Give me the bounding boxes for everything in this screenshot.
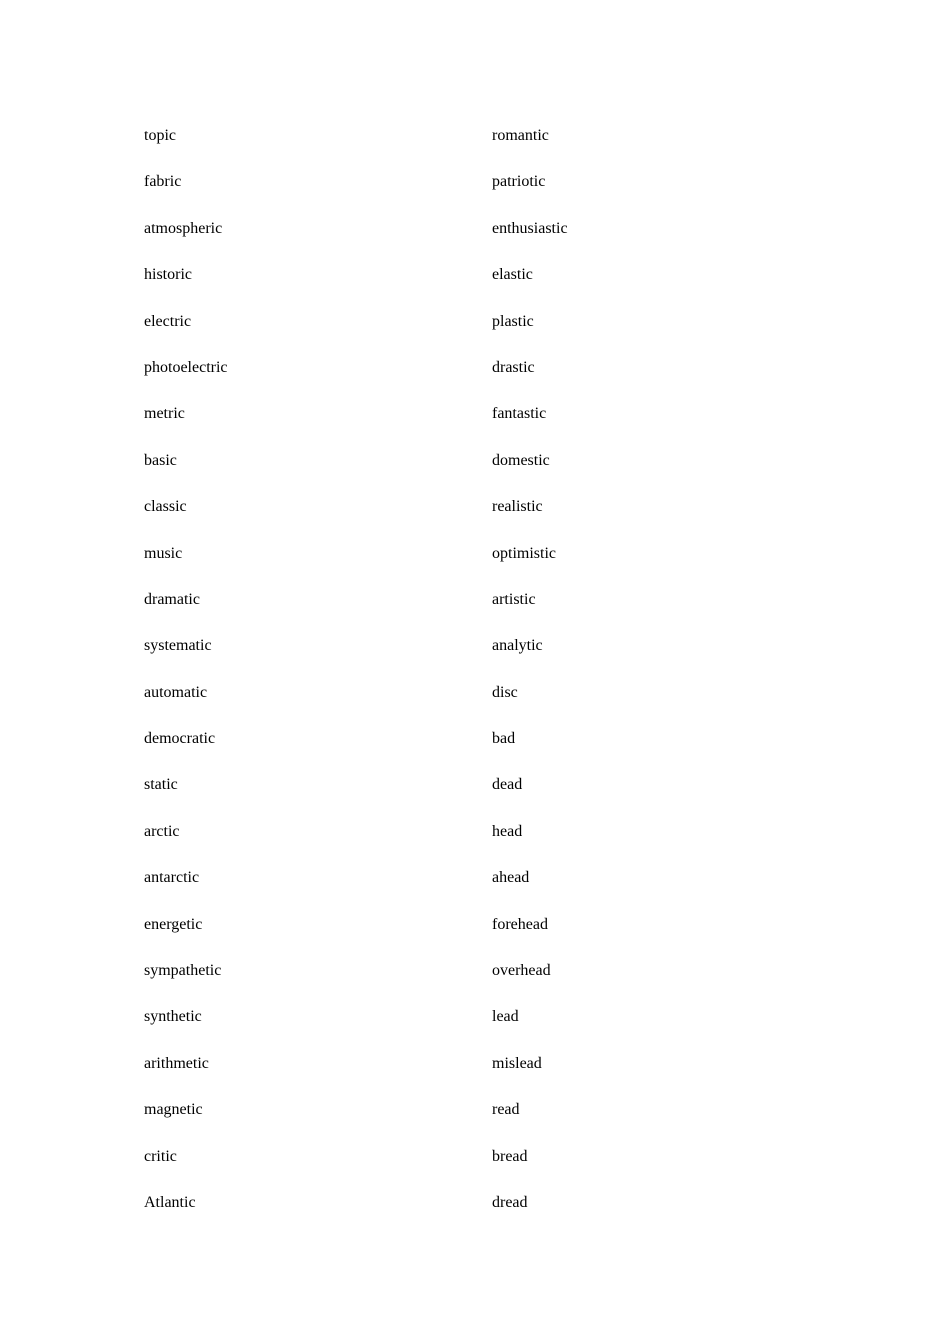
- word-left: classic: [144, 498, 187, 516]
- word-right: drastic: [492, 358, 535, 376]
- table-row: [144, 542, 792, 588]
- table-row: [144, 1145, 792, 1191]
- word-right: analytic: [492, 637, 543, 655]
- word-left: fabric: [144, 173, 182, 191]
- word-left: sympathetic: [144, 962, 222, 980]
- table-row: [144, 402, 792, 448]
- table-row: [144, 1098, 792, 1144]
- word-right: optimistic: [492, 544, 556, 562]
- table-row: [144, 1052, 792, 1098]
- table-row: [144, 1005, 792, 1051]
- word-left: magnetic: [144, 1101, 203, 1119]
- word-right: dread: [492, 1193, 528, 1211]
- word-right: elastic: [492, 266, 533, 284]
- word-left: metric: [144, 405, 185, 423]
- word-left: historic: [144, 266, 192, 284]
- word-right: enthusiastic: [492, 219, 568, 237]
- word-right: head: [492, 822, 523, 840]
- word-right: dead: [492, 776, 523, 794]
- table-row: [144, 820, 792, 866]
- word-right: realistic: [492, 498, 543, 516]
- table-row: [144, 170, 792, 216]
- table-row: [144, 727, 792, 773]
- word-right: read: [492, 1101, 520, 1119]
- word-right: ahead: [492, 869, 530, 887]
- word-left: dramatic: [144, 590, 200, 608]
- table-row: [144, 634, 792, 680]
- word-left: atmospheric: [144, 219, 223, 237]
- word-right: romantic: [492, 127, 549, 144]
- table-row: [144, 588, 792, 634]
- word-left: basic: [144, 451, 177, 469]
- word-right: forehead: [492, 915, 548, 933]
- table-row: [144, 310, 792, 356]
- word-right: fantastic: [492, 405, 547, 423]
- word-right: overhead: [492, 962, 551, 980]
- table-row: [144, 449, 792, 495]
- table-row: [144, 124, 792, 170]
- table-row: [144, 1191, 792, 1237]
- word-left: antarctic: [144, 869, 200, 887]
- word-right: domestic: [492, 451, 550, 469]
- table-row: [144, 773, 792, 819]
- table-row: [144, 681, 792, 727]
- table-row: [144, 959, 792, 1005]
- table-row: [144, 495, 792, 541]
- word-left: music: [144, 544, 183, 562]
- word-right: lead: [492, 1008, 519, 1026]
- word-left: Atlantic: [144, 1193, 196, 1211]
- table-row: [144, 356, 792, 402]
- word-left: static: [144, 776, 178, 794]
- word-left: critic: [144, 1147, 177, 1165]
- table-row: [144, 913, 792, 959]
- word-right: bread: [492, 1147, 528, 1165]
- word-list-table: [144, 124, 792, 1237]
- word-left: photoelectric: [144, 358, 228, 376]
- word-right: bad: [492, 730, 516, 748]
- word-left: energetic: [144, 915, 203, 933]
- word-left: synthetic: [144, 1008, 202, 1026]
- word-left: automatic: [144, 683, 208, 701]
- word-left: electric: [144, 312, 192, 330]
- word-left: systematic: [144, 637, 212, 655]
- table-row: [144, 263, 792, 309]
- table-row: [144, 217, 792, 263]
- word-left: arithmetic: [144, 1054, 209, 1072]
- word-left: democratic: [144, 730, 216, 748]
- word-list-body: [144, 124, 792, 1237]
- word-left: topic: [144, 127, 176, 144]
- word-right: plastic: [492, 312, 534, 330]
- word-right: disc: [492, 683, 518, 701]
- table-row: [144, 866, 792, 912]
- word-right: mislead: [492, 1054, 542, 1072]
- word-right: patriotic: [492, 173, 546, 191]
- word-right: artistic: [492, 590, 536, 608]
- word-left: arctic: [144, 822, 180, 840]
